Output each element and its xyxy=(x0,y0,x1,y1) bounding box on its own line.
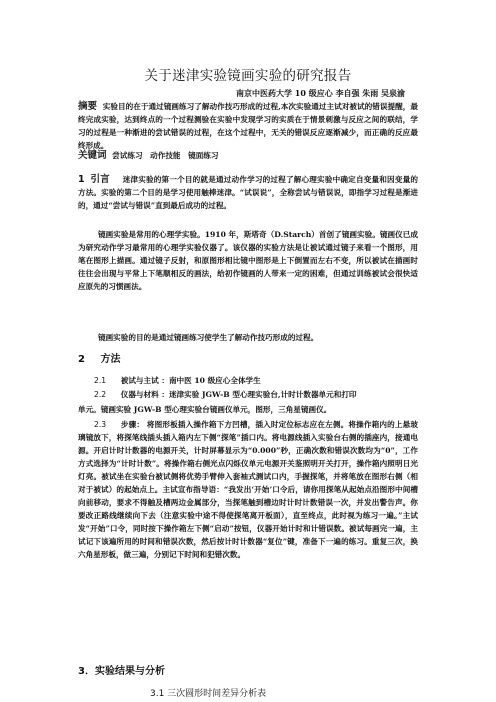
section-3-heading: 3．实验结果与分析 xyxy=(78,666,165,677)
item-2-3-text: 步骤： 将图形板插入操作箱下方凹槽，插入时定位标志应在左侧。将操作箱内的上悬玻璃镜放下，将探笔线插头插入箱内左下侧“探笔”插口内。将电源线插入实验台右侧的插座内，接通电源。开启计时计数器的电源开关，计时屏幕显示为“0.000”秒，正确次数和错误次数均为“0”，工作方式选择为“计时计数”。将操作箱右侧光点闪烁仪单元电源开关鉴照明开关打开，操作箱内照明日光灯亮。被试坐在实验台被试侧将优势手臂伸入套袖式测试口内，手握探笔，并将笔放在图形右侧（相对于被试）的起始点上。主试宣布指导语：“我发出‘开始’口令后，请你用探笔从起始点沿图形中间槽向前移动，要求不得触及槽两边金属部分，当探笔触到槽边时计时计数错误一次，并发出警告声。你要改正路线继续向下去（注意实验中途不得使探笔离开板面），直至终点，此时视为练习一遍。”主试发“开始”口令，同时按下操作箱左下侧“启动”按钮，仪器开始计时和计错误数。被试每画完一遍，主试记下该遍所用的时间和错误次数，然后按计时计数器“复位”键，准备下一遍的练习。重复三次，换六角星形板，做三遍，分别记下时间和犯错次数。 xyxy=(78,420,418,559)
keywords-text: 尝试练习 动作技能 镜面练习 xyxy=(112,151,219,160)
method-item-2-2 xyxy=(94,389,357,400)
method-item-2-1 xyxy=(94,375,261,386)
intro-paragraph-1 xyxy=(78,173,418,212)
paper-title: 关于迷津实验镜画实验的研究报告 xyxy=(144,68,352,84)
item-2-1-number: 2.1 xyxy=(94,376,107,385)
table-caption: 3.1 三次圆形时间差异分析表 xyxy=(150,689,267,699)
item-2-2-continuation: 单元。镜画实验 JGW-B 型心理实验台镜画仪单元，图形，三角星镜画仪。 xyxy=(78,405,332,414)
author-line: 南京中医药大学 10 级应心 李自强 朱雨 吴泉渝 xyxy=(236,88,406,98)
intro-paragraph-3: 镜画实验的目的是通过镜画练习使学生了解动作技巧形成的过程。 xyxy=(98,333,319,342)
section-2-number: 2 xyxy=(78,354,85,365)
section-1-title: 引言 xyxy=(90,174,110,185)
keywords-label: 关键词 xyxy=(78,150,107,161)
item-2-2-number: 2.2 xyxy=(94,390,107,399)
section-2-heading xyxy=(78,350,120,365)
keywords xyxy=(78,149,418,162)
intro-paragraph-2: 镜画实验是常用的心理学实验。1910 年，斯塔奇（D.Starch）首创了镜画实验。镜画仪已成为研究动作学习最常用的心理学实验仪器了。该仪器的实验方法是让被试通过镜子来看一个图形，用笔在图形上描画。通过镜子反射，和原图形相比镜中图形是上下倒置而左右不变，所以被试在描画时往往会出现与平常上下笔顺相反的画法，给初作镜画的人带来一定的困难，但通过训练被试会很快适应原先的习惯画法。 xyxy=(78,230,418,291)
section-1-number: 1 xyxy=(78,174,85,185)
abstract xyxy=(78,100,418,152)
abstract-label: 摘要 xyxy=(78,101,98,112)
item-2-2-text: 仪器与材料 ：迷津实验 JGW-B 型心理实验台,计时计数器单元和打印 xyxy=(120,390,357,399)
item-2-1-text: 被试与主试 ：南中医 10 级应心全体学生 xyxy=(120,376,261,385)
method-item-2-3 xyxy=(78,418,418,561)
section-2-title: 方法 xyxy=(100,354,121,365)
item-2-3-number: 2.3 xyxy=(94,420,107,429)
abstract-text: 实验目的在于通过镜画练习了解动作技巧形成的过程,本次实验通过主试对被试的错误提醒，最终完成实验，达到终点的一个过程测验在实验中发现学习的实质在于情景刺激与反应之间的联结，学习的过程是一种渐进的尝试错误的过程，在这个过程中，无关的错误反应逐渐减少，而正确的反应最终形成。 xyxy=(78,102,418,150)
intro-text-1: 迷津实验的第一个目的就是通过动作学习的过程了解心理实验中确定自变量和因变量的方法。实验的第二个目的是学习使用触棒迷津。“试误说”，全称尝试与错误说，即指学习过程是渐进的，通过“尝试与错误”直到最后成功的过程。 xyxy=(78,175,418,210)
